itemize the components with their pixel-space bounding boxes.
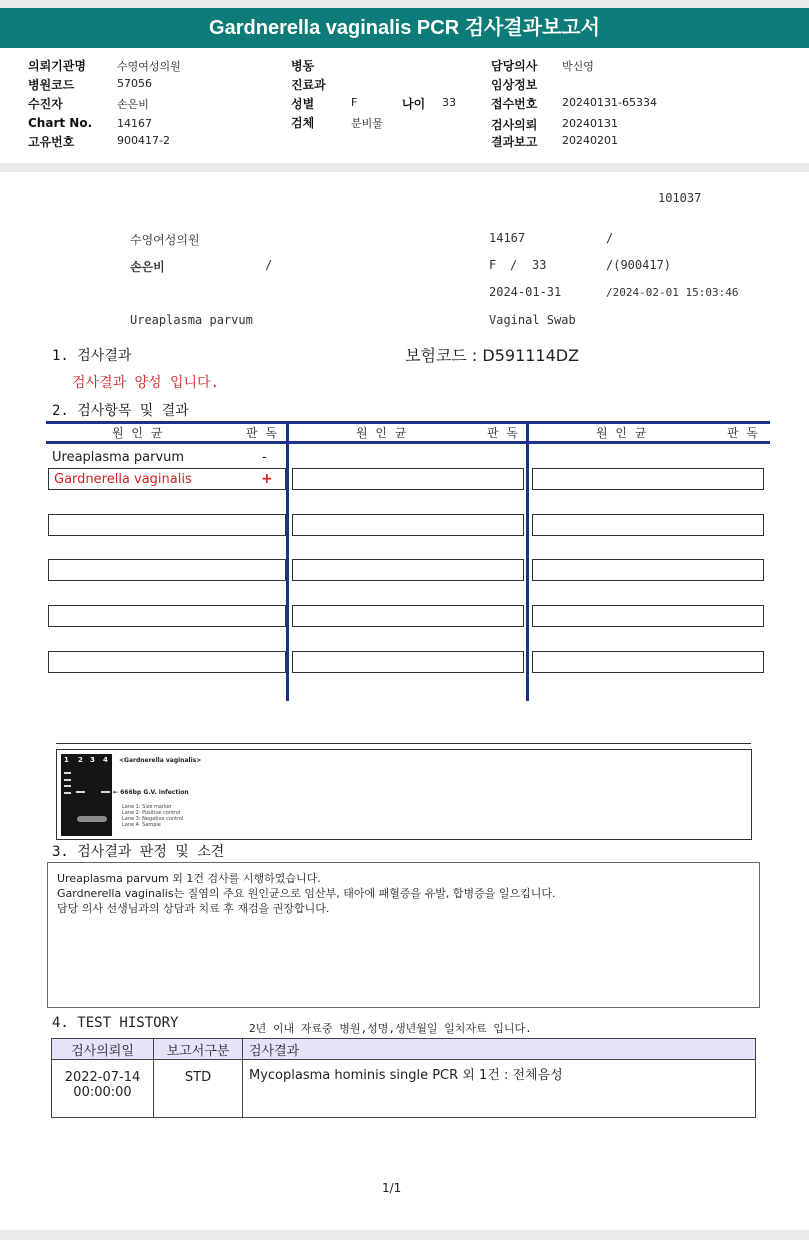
empty-result-cell bbox=[532, 468, 764, 490]
history-type-cell bbox=[154, 1060, 243, 1118]
page-age: 33 bbox=[532, 258, 547, 272]
value-sex: F bbox=[351, 96, 358, 109]
gel-band bbox=[64, 772, 71, 774]
history-row bbox=[52, 1060, 756, 1118]
value-clinic: 수영여성의원 bbox=[117, 60, 181, 73]
gel-electrophoresis-image bbox=[61, 754, 112, 836]
history-date: 2022-07-14 bbox=[64, 1070, 141, 1085]
empty-result-cell bbox=[532, 605, 764, 627]
report-title: Gardnerella vaginalis PCR 검사결과보고서 bbox=[0, 8, 809, 48]
label-request-date: 검사의뢰 bbox=[491, 118, 538, 132]
label-report-date: 결과보고 bbox=[491, 135, 538, 149]
history-type: STD bbox=[184, 1070, 212, 1085]
separator-slash: / bbox=[265, 258, 273, 272]
empty-result-cell bbox=[532, 514, 764, 536]
empty-result-cell bbox=[292, 559, 524, 581]
label-hospital-code: 병원코드 bbox=[28, 78, 75, 92]
col-header-organism: 원 인 균 bbox=[112, 426, 165, 440]
label-receipt-no: 접수번호 bbox=[491, 97, 538, 111]
result-organism: Ureaplasma parvum bbox=[52, 450, 185, 465]
empty-result-cell bbox=[48, 559, 286, 581]
label-sex: 성별 bbox=[291, 97, 315, 111]
gel-band bbox=[101, 791, 110, 793]
empty-result-cell bbox=[48, 605, 286, 627]
col-header-organism: 원 인 균 bbox=[356, 426, 409, 440]
history-result: Mycoplasma hominis single PCR 외 1건 : 전체음성 bbox=[249, 1068, 563, 1083]
gel-top-rule bbox=[56, 743, 751, 744]
empty-result-cell bbox=[48, 651, 286, 673]
value-chart-no: 14167 bbox=[117, 117, 152, 130]
gel-legend-item: Lane 1: Size marker bbox=[122, 804, 172, 810]
label-unique-no: 고유번호 bbox=[28, 135, 75, 149]
result-row bbox=[48, 468, 286, 490]
label-chart-no: Chart No. bbox=[28, 116, 93, 130]
page-specimen: Vaginal Swab bbox=[489, 313, 576, 327]
value-report-date: 20240201 bbox=[562, 134, 618, 147]
result-judgement: + bbox=[261, 471, 273, 487]
page-sex: F bbox=[489, 258, 497, 272]
document-code: 101037 bbox=[658, 191, 702, 205]
gel-band bbox=[76, 791, 85, 793]
history-date-cell bbox=[52, 1060, 154, 1118]
section-4-heading: 4. TEST HISTORY bbox=[52, 1015, 179, 1031]
label-clinic: 의뢰기관명 bbox=[28, 59, 86, 73]
gel-band bbox=[64, 785, 71, 787]
separator-slash: / bbox=[510, 258, 518, 272]
opinion-box bbox=[47, 862, 760, 1008]
gel-legend-item: Lane 4: Sample bbox=[122, 822, 161, 828]
empty-result-cell bbox=[292, 514, 524, 536]
gel-band-label: ← 666bp G.V. infection bbox=[113, 789, 189, 796]
history-note: 2년 이내 자료중 병원,성명,생년월일 일치자료 입니다. bbox=[249, 1022, 532, 1035]
gel-primer-glow bbox=[77, 816, 107, 822]
empty-result-cell bbox=[292, 605, 524, 627]
history-result-cell bbox=[243, 1060, 756, 1118]
history-table bbox=[51, 1038, 756, 1118]
opinion-line: Gardnerella vaginalis는 질염의 주요 원인균으로 임산부, 태아에 패혈증을 유발, 합병증을 일으킵니다. bbox=[57, 887, 556, 900]
page-chart-no: 14167 bbox=[489, 231, 526, 245]
value-age: 33 bbox=[442, 96, 456, 109]
pagination: 1/1 bbox=[382, 1181, 402, 1195]
column-divider bbox=[526, 421, 529, 701]
label-clinical-info: 임상정보 bbox=[491, 78, 538, 92]
label-age: 나이 bbox=[402, 97, 426, 111]
value-patient: 손은비 bbox=[117, 98, 149, 111]
lane-number: 3 bbox=[90, 756, 95, 764]
opinion-line: 담당 의사 선생님과의 상담과 치료 후 재검을 권장합니다. bbox=[57, 902, 330, 915]
col-header-judge: 판 독 bbox=[727, 426, 760, 440]
lane-number: 4 bbox=[103, 756, 108, 764]
value-doctor: 박신영 bbox=[562, 60, 594, 73]
page-organism: Ureaplasma parvum bbox=[130, 313, 253, 327]
col-header-judge: 판 독 bbox=[246, 426, 279, 440]
page-birth: /(900417) bbox=[606, 258, 672, 272]
section-1-heading: 1. 검사결과 bbox=[52, 348, 132, 364]
separator-slash: / bbox=[606, 231, 614, 245]
gel-legend-item: Lane 3: Negative control bbox=[122, 816, 184, 822]
value-hospital-code: 57056 bbox=[117, 77, 152, 90]
label-department: 진료과 bbox=[291, 78, 326, 92]
label-patient: 수진자 bbox=[28, 97, 63, 111]
label-ward: 병동 bbox=[291, 59, 315, 73]
column-divider bbox=[286, 421, 289, 701]
col-header-organism: 원 인 균 bbox=[596, 426, 649, 440]
empty-result-cell bbox=[532, 651, 764, 673]
lane-number: 1 bbox=[64, 756, 69, 764]
empty-result-cell bbox=[292, 468, 524, 490]
section-3-heading: 3. 검사결과 판정 및 소견 bbox=[52, 844, 225, 860]
gel-band bbox=[64, 792, 71, 794]
value-specimen: 분비물 bbox=[351, 117, 383, 130]
history-col-result: 검사결과 bbox=[243, 1039, 756, 1060]
history-header-row bbox=[52, 1039, 756, 1060]
label-specimen: 검체 bbox=[291, 116, 315, 130]
label-doctor: 담당의사 bbox=[491, 59, 538, 73]
opinion-line: Ureaplasma parvum 외 1건 검사를 시행하였습니다. bbox=[57, 872, 321, 885]
empty-result-cell bbox=[48, 514, 286, 536]
result-summary: 검사결과 양성 입니다. bbox=[72, 375, 220, 391]
col-header-judge: 판 독 bbox=[487, 426, 520, 440]
value-request-date: 20240131 bbox=[562, 117, 618, 130]
insurance-code: 보험코드 : D591114DZ bbox=[405, 346, 580, 365]
empty-result-cell bbox=[532, 559, 764, 581]
value-receipt-no: 20240131-65334 bbox=[562, 96, 657, 109]
gel-title: <Gardnerella vaginalis> bbox=[119, 757, 202, 764]
table-header-rule bbox=[46, 441, 770, 444]
value-unique-no: 900417-2 bbox=[117, 134, 170, 147]
page-patient-name: 손은비 bbox=[130, 260, 165, 274]
result-organism: Gardnerella vaginalis bbox=[54, 472, 192, 487]
page-date: 2024-01-31 bbox=[489, 285, 562, 299]
lane-number: 2 bbox=[78, 756, 83, 764]
gel-band bbox=[64, 779, 71, 781]
section-2-heading: 2. 검사항목 및 결과 bbox=[52, 403, 189, 419]
empty-result-cell bbox=[292, 651, 524, 673]
history-time: 00:00:00 bbox=[73, 1085, 132, 1100]
history-col-date: 검사의뢰일 bbox=[52, 1039, 154, 1060]
history-col-type: 보고서구분 bbox=[154, 1039, 243, 1060]
gel-legend-item: Lane 2: Positive control bbox=[122, 810, 181, 816]
page-clinic: 수영여성의원 bbox=[130, 233, 200, 247]
result-judgement: - bbox=[262, 450, 267, 465]
page-report-time: /2024-02-01 15:03:46 bbox=[606, 286, 739, 299]
